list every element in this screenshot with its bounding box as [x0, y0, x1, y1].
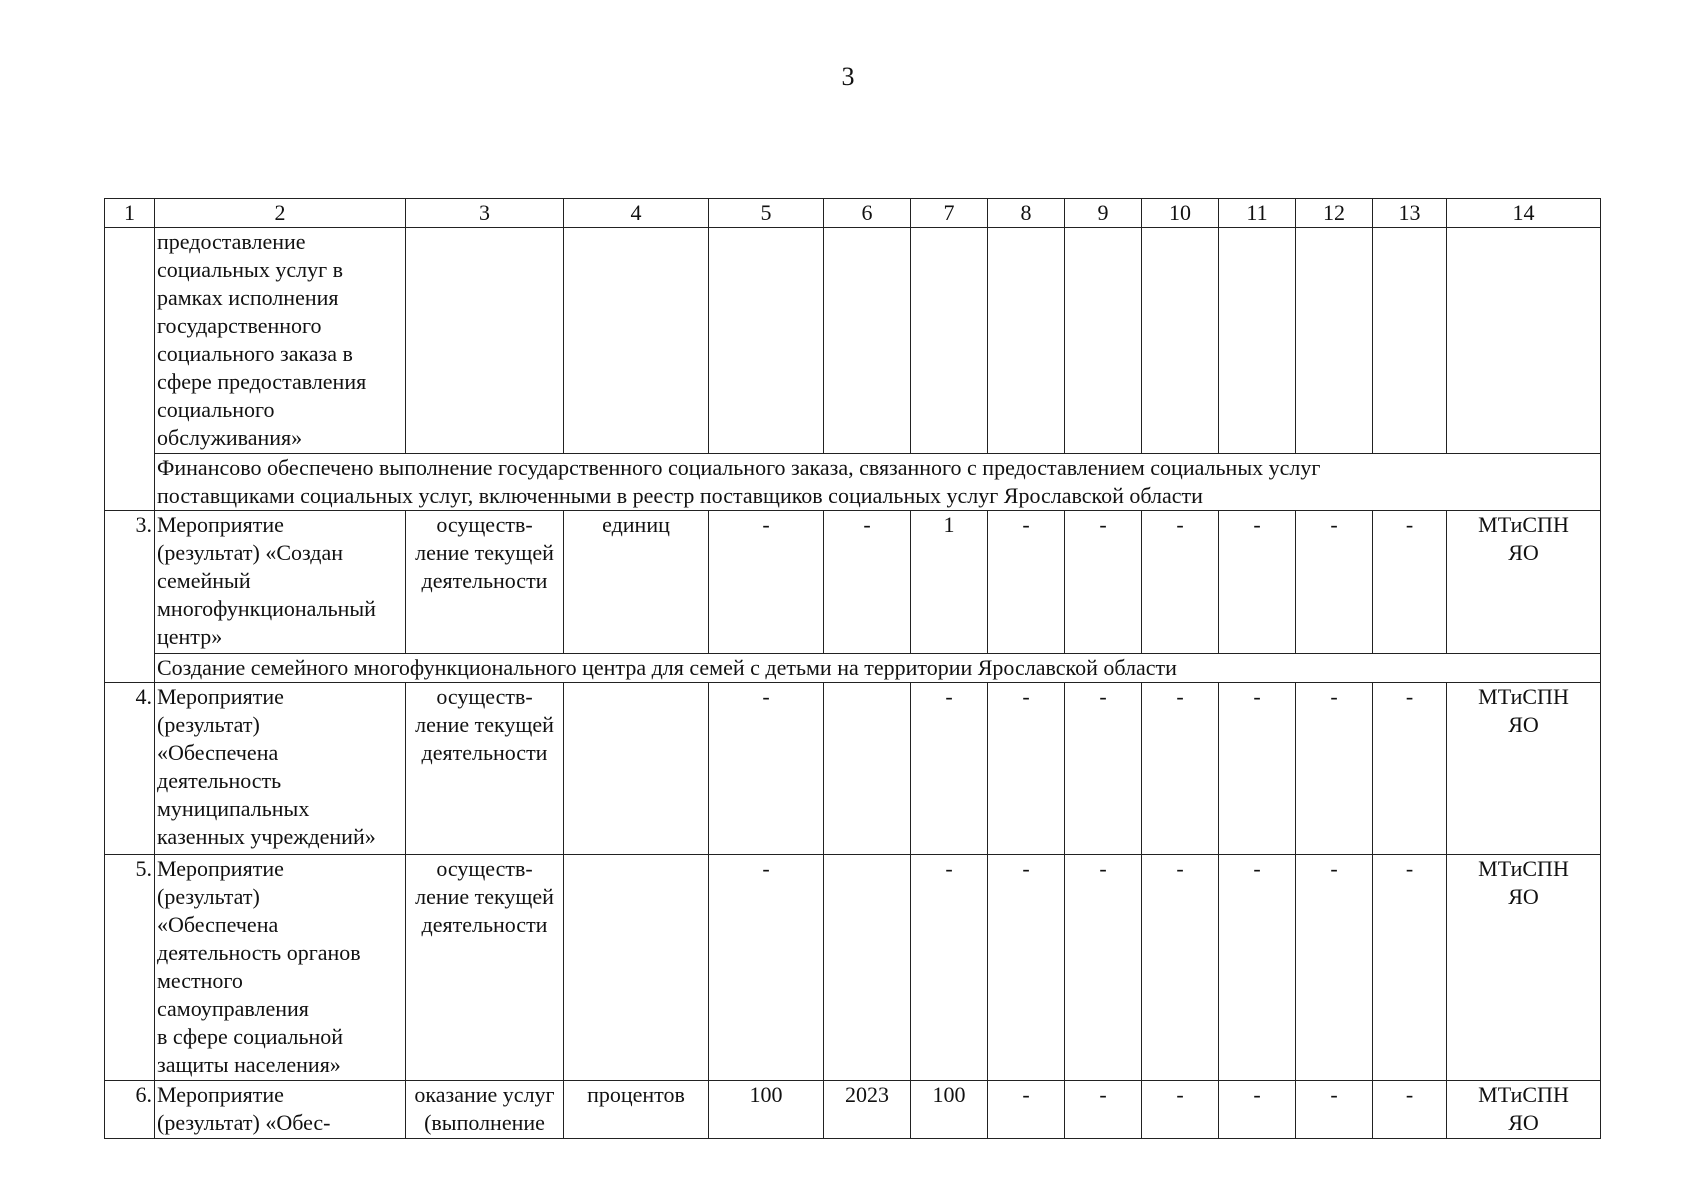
responsible-cell: МТиСПН ЯО [1447, 683, 1601, 855]
value-cell: - [1065, 683, 1142, 855]
value-cell: - [1142, 1081, 1219, 1139]
value-cell: - [988, 1081, 1065, 1139]
value-cell: - [709, 683, 824, 855]
col-header-2: 2 [155, 199, 406, 228]
col-header-13: 13 [1373, 199, 1447, 228]
value-cell: - [1065, 855, 1142, 1081]
value-cell: - [988, 683, 1065, 855]
table-row [105, 683, 1601, 855]
activities-table [104, 198, 1601, 1139]
result-note: Создание семейного многофункционального центра для семей с детьми на территории Ярославской области [155, 654, 1601, 683]
value-cell: - [1219, 1081, 1296, 1139]
col-header-3: 3 [406, 199, 564, 228]
activity-name-cell: Мероприятие (результат) «Создан семейный многофункциональный центр» [155, 511, 406, 654]
value-cell: - [1219, 855, 1296, 1081]
col-header-6: 6 [824, 199, 911, 228]
activity-type-cell: осуществ- ление текущей деятельности [406, 855, 564, 1081]
unit-cell: единиц [564, 511, 709, 654]
row-number: 3. [105, 511, 155, 683]
value-cell: - [1142, 683, 1219, 855]
column-number-row [105, 199, 1601, 228]
value-cell: 100 [709, 1081, 824, 1139]
value-cell: - [709, 511, 824, 654]
value-cell: 2023 [824, 1081, 911, 1139]
value-cell: - [1065, 1081, 1142, 1139]
activity-type-cell: осуществ- ление текущей деятельности [406, 683, 564, 855]
value-cell [824, 683, 911, 855]
value-cell: - [1373, 855, 1447, 1081]
value-cell: 100 [911, 1081, 988, 1139]
value-cell: - [1373, 1081, 1447, 1139]
col-header-4: 4 [564, 199, 709, 228]
value-cell: - [911, 683, 988, 855]
row-number-cell [105, 228, 155, 511]
col-header-14: 14 [1447, 199, 1601, 228]
value-cell: - [1142, 855, 1219, 1081]
result-note-row [105, 454, 1601, 511]
unit-cell [564, 855, 709, 1081]
activity-name-cell: Мероприятие (результат) «Обеспечена деятельность органов местного самоуправления в сфере социальной защиты населения» [155, 855, 406, 1081]
unit-cell: процентов [564, 1081, 709, 1139]
value-cell: - [824, 511, 911, 654]
value-cell: - [1296, 683, 1373, 855]
value-cell: 1 [911, 511, 988, 654]
value-cell: - [1065, 511, 1142, 654]
col-header-11: 11 [1219, 199, 1296, 228]
col-header-12: 12 [1296, 199, 1373, 228]
activity-name-cell: Мероприятие (результат) «Обеспечена деятельность муниципальных казенных учреждений» [155, 683, 406, 855]
unit-cell [564, 683, 709, 855]
table-row [105, 511, 1601, 654]
col-header-8: 8 [988, 199, 1065, 228]
table-row-continued [105, 228, 1601, 454]
value-cell: - [1296, 855, 1373, 1081]
row-number: 4. [105, 683, 155, 855]
value-cell: - [1296, 511, 1373, 654]
responsible-cell: МТиСПН ЯО [1447, 855, 1601, 1081]
row-number: 6. [105, 1081, 155, 1139]
value-cell: - [988, 511, 1065, 654]
activity-type-cell: осуществ- ление текущей деятельности [406, 511, 564, 654]
value-cell: - [988, 855, 1065, 1081]
col-header-7: 7 [911, 199, 988, 228]
value-cell: - [709, 855, 824, 1081]
responsible-cell: МТиСПН ЯО [1447, 511, 1601, 654]
value-cell: - [1142, 511, 1219, 654]
value-cell [824, 855, 911, 1081]
col-header-5: 5 [709, 199, 824, 228]
table-row [105, 855, 1601, 1081]
activity-type-cell: оказание услуг (выполнение [406, 1081, 564, 1139]
result-note: Финансово обеспечено выполнение государственного социального заказа, связанного с предоставлением социальных услуг поставщиками социальных услуг, включенными в реестр поставщиков социальных услуг Ярославской области [155, 454, 1601, 511]
value-cell: - [1219, 511, 1296, 654]
col-header-10: 10 [1142, 199, 1219, 228]
value-cell: - [1296, 1081, 1373, 1139]
col-header-1: 1 [105, 199, 155, 228]
table-row [105, 1081, 1601, 1139]
value-cell: - [1373, 511, 1447, 654]
value-cell: - [1373, 683, 1447, 855]
col-header-9: 9 [1065, 199, 1142, 228]
row-number: 5. [105, 855, 155, 1081]
value-cell: - [911, 855, 988, 1081]
result-note-row [105, 654, 1601, 683]
responsible-cell: МТиСПН ЯО [1447, 1081, 1601, 1139]
activity-name-cell: предоставление социальных услуг в рамках исполнения государственного социального заказа в сфере предоставления социального обслуживания» [155, 228, 406, 454]
page-number: 3 [841, 62, 855, 91]
activity-name-cell: Мероприятие (результат) «Обес- [155, 1081, 406, 1139]
value-cell: - [1219, 683, 1296, 855]
